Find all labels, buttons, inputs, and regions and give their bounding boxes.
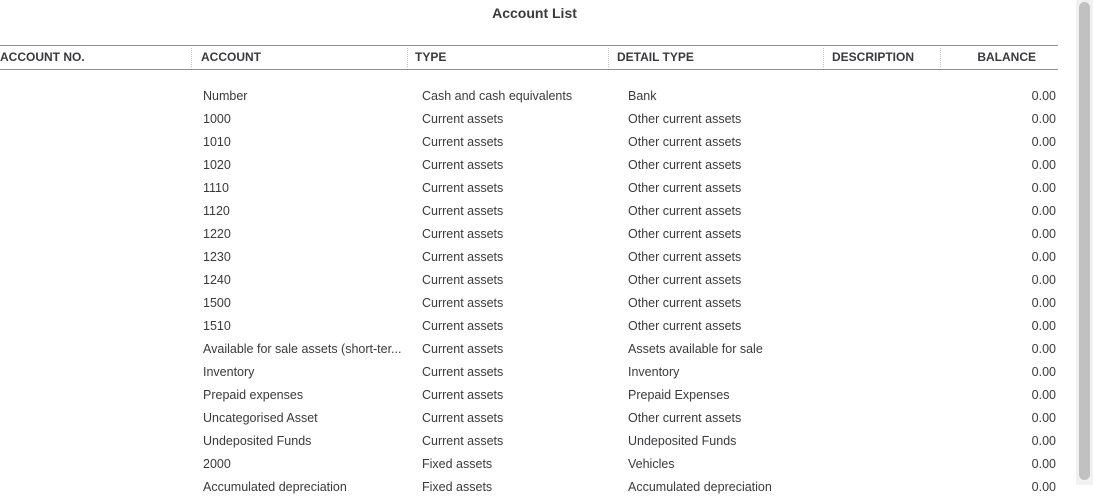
balance-cell: 0.00 [1031,89,1056,103]
balance-cell: 0.00 [1031,480,1056,494]
detail-type-cell: Other current assets [628,158,742,172]
account-cell: 1000 [203,112,231,126]
table-row[interactable] [0,407,1058,430]
account-cell: Number [203,89,248,103]
table-row[interactable] [0,246,1058,269]
balance-cell: 0.00 [1031,273,1056,287]
balance-cell: 0.00 [1031,204,1056,218]
table-row[interactable] [0,131,1058,154]
balance-cell: 0.00 [1031,181,1056,195]
balance-cell: 0.00 [1031,296,1056,310]
account-cell: Uncategorised Asset [203,411,318,425]
account-cell: 1510 [203,319,231,333]
table-row[interactable] [0,108,1058,131]
balance-cell: 0.00 [1031,319,1056,333]
balance-cell: 0.00 [1031,388,1056,402]
type-cell: Current assets [422,158,504,172]
type-cell: Current assets [422,296,504,310]
vertical-scrollbar[interactable] [1076,0,1093,485]
column-divider[interactable] [191,48,192,67]
detail-type-cell: Other current assets [628,411,742,425]
type-cell: Current assets [422,411,504,425]
account-cell: 1110 [203,181,229,195]
detail-type-cell: Assets available for sale [628,342,763,356]
account-cell: 2000 [203,457,231,471]
account-cell: Inventory [203,365,255,379]
balance-cell: 0.00 [1031,112,1056,126]
detail-type-cell: Other current assets [628,181,742,195]
type-cell: Current assets [422,250,504,264]
table-row[interactable] [0,476,1058,499]
table-row[interactable] [0,292,1058,315]
type-cell: Current assets [422,181,504,195]
table-row[interactable] [0,269,1058,292]
balance-cell: 0.00 [1031,434,1056,448]
account-cell: Undeposited Funds [203,434,312,448]
scrollbar-thumb[interactable] [1079,2,1090,480]
column-header-account[interactable]: ACCOUNT [201,50,261,64]
type-cell: Current assets [422,319,504,333]
detail-type-cell: Undeposited Funds [628,434,737,448]
account-cell: 1230 [203,250,231,264]
detail-type-cell: Other current assets [628,250,742,264]
column-divider[interactable] [608,48,609,67]
detail-type-cell: Other current assets [628,319,742,333]
balance-cell: 0.00 [1031,342,1056,356]
column-header-description[interactable]: DESCRIPTION [832,50,915,64]
type-cell: Current assets [422,204,504,218]
table-row[interactable] [0,361,1058,384]
table-row[interactable] [0,154,1058,177]
detail-type-cell: Other current assets [628,112,742,126]
table-row[interactable] [0,384,1058,407]
detail-type-cell: Other current assets [628,296,742,310]
detail-type-cell: Inventory [628,365,680,379]
type-cell: Current assets [422,388,504,402]
balance-cell: 0.00 [1031,457,1056,471]
account-cell: 1220 [203,227,231,241]
table-header [0,45,1058,70]
column-header-account-no[interactable]: ACCOUNT NO. [0,50,85,64]
type-cell: Current assets [422,112,504,126]
balance-cell: 0.00 [1031,158,1056,172]
table-row[interactable] [0,430,1058,453]
account-cell: Accumulated depreciation [203,480,347,494]
account-cell: Available for sale assets (short-ter... [203,342,402,356]
account-cell: 1010 [203,135,231,149]
account-cell: 1240 [203,273,231,287]
type-cell: Current assets [422,135,504,149]
type-cell: Fixed assets [422,457,493,471]
column-divider[interactable] [823,48,824,67]
detail-type-cell: Other current assets [628,273,742,287]
detail-type-cell: Accumulated depreciation [628,480,772,494]
type-cell: Current assets [422,365,504,379]
type-cell: Current assets [422,434,504,448]
column-divider[interactable] [407,48,408,67]
balance-cell: 0.00 [1031,250,1056,264]
account-cell: 1500 [203,296,231,310]
table-row[interactable] [0,453,1058,476]
table-body [0,85,1058,499]
balance-cell: 0.00 [1031,365,1056,379]
account-cell: Prepaid expenses [203,388,304,402]
type-cell: Current assets [422,273,504,287]
balance-cell: 0.00 [1031,227,1056,241]
table-row[interactable] [0,200,1058,223]
table-row[interactable] [0,223,1058,246]
column-header-detail-type[interactable]: DETAIL TYPE [617,50,694,64]
detail-type-cell: Other current assets [628,227,742,241]
detail-type-cell: Bank [628,89,657,103]
type-cell: Current assets [422,227,504,241]
table-row[interactable] [0,85,1058,108]
column-header-type[interactable]: TYPE [415,50,447,64]
detail-type-cell: Other current assets [628,135,742,149]
detail-type-cell: Other current assets [628,204,742,218]
type-cell: Cash and cash equivalents [422,89,573,103]
column-header-balance[interactable]: BALANCE [977,50,1036,64]
report-title: Account List [492,5,577,21]
account-cell: 1020 [203,158,231,172]
detail-type-cell: Vehicles [628,457,675,471]
table-row[interactable] [0,315,1058,338]
type-cell: Current assets [422,342,504,356]
table-row[interactable] [0,338,1058,361]
table-row[interactable] [0,177,1058,200]
detail-type-cell: Prepaid Expenses [628,388,730,402]
type-cell: Fixed assets [422,480,493,494]
balance-cell: 0.00 [1031,135,1056,149]
account-cell: 1120 [203,204,230,218]
balance-cell: 0.00 [1031,411,1056,425]
